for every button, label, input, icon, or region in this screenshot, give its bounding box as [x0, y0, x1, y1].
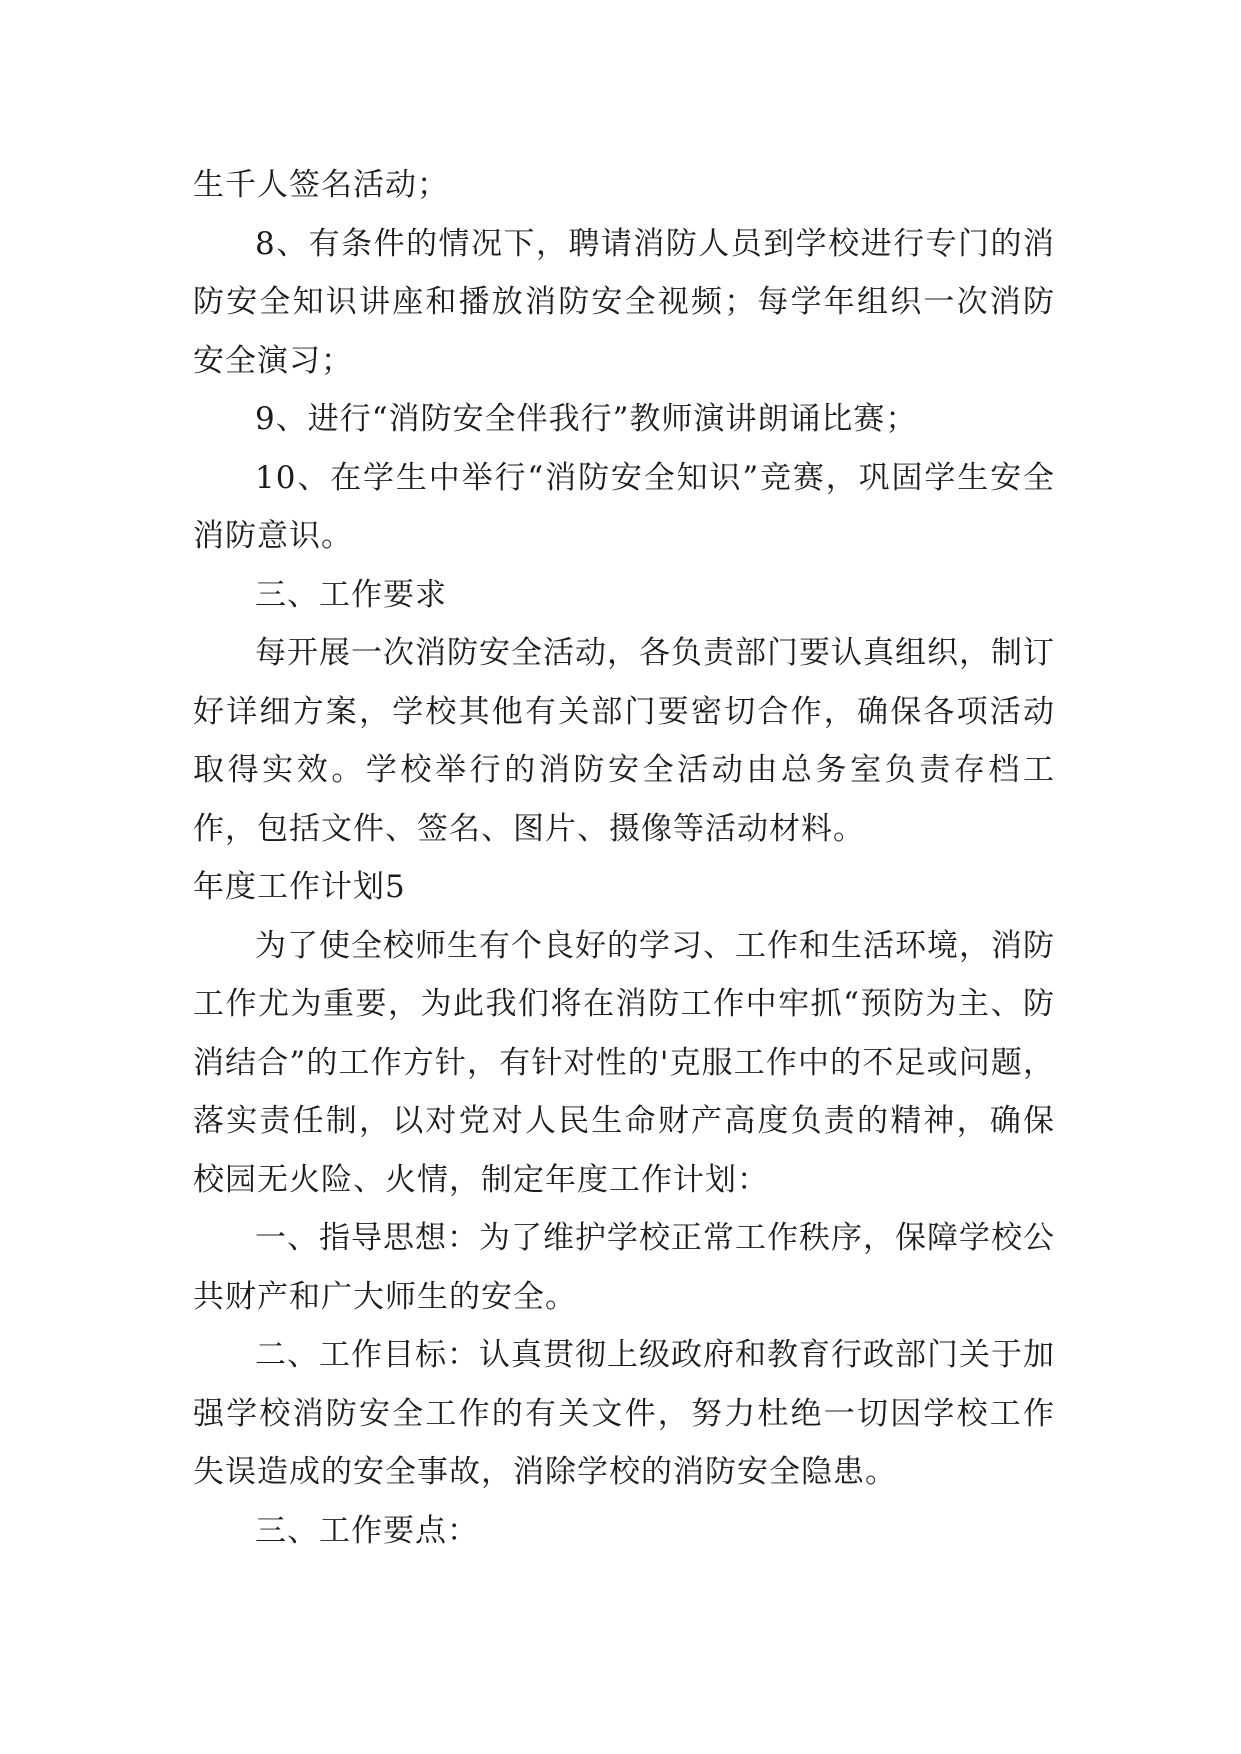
paragraph-item-9: 9、进行“消防安全伴我行”教师演讲朗诵比赛；: [255, 401, 918, 437]
section-heading-work-points: 三、工作要点：: [255, 1512, 479, 1549]
document-title: 年度工作计划5: [193, 869, 406, 905]
paragraph-item-10: 10、在学生中举行“消防安全知识”竞赛，巩固学生安全消防意识。: [193, 459, 1055, 554]
paragraph-continuation: 生千人签名活动；: [193, 167, 449, 203]
paragraph-work-goals: 二、工作目标：认真贯彻上级政府和教育行政部门关于加强学校消防安全工作的有关文件，努力杜绝一切因学校工作失误造成的安全事故，消除学校的消防安全隐患。: [193, 1337, 1055, 1490]
document-page: [193, 156, 1055, 1560]
paragraph-intro: 为了使全校师生有个良好的学习、工作和生活环境，消防工作尤为重要，为此我们将在消防工作中牢抓“预防为主、防消结合”的工作方针，有针对性的'克服工作中的不足或问题，落实责任制，以对党对人民生命财产高度负责的精神，确保校园无火险、火情，制定年度工作计划：: [193, 927, 1055, 1198]
paragraph-work-requirements: 每开展一次消防安全活动，各负责部门要认真组织，制订好详细方案，学校其他有关部门要密切合作，确保各项活动取得实效。学校举行的消防安全活动由总务室负责存档工作，包括文件、签名、图片、摄像等活动材料。: [193, 635, 1055, 847]
paragraph-guiding-thought: 一、指导思想：为了维护学校正常工作秩序，保障学校公共财产和广大师生的安全。: [193, 1220, 1055, 1315]
paragraph-item-8: 8、有条件的情况下，聘请消防人员到学校进行专门的消防安全知识讲座和播放消防安全视频；每学年组织一次消防安全演习；: [193, 225, 1055, 379]
section-heading-work-requirements: 三、工作要求: [255, 576, 447, 613]
